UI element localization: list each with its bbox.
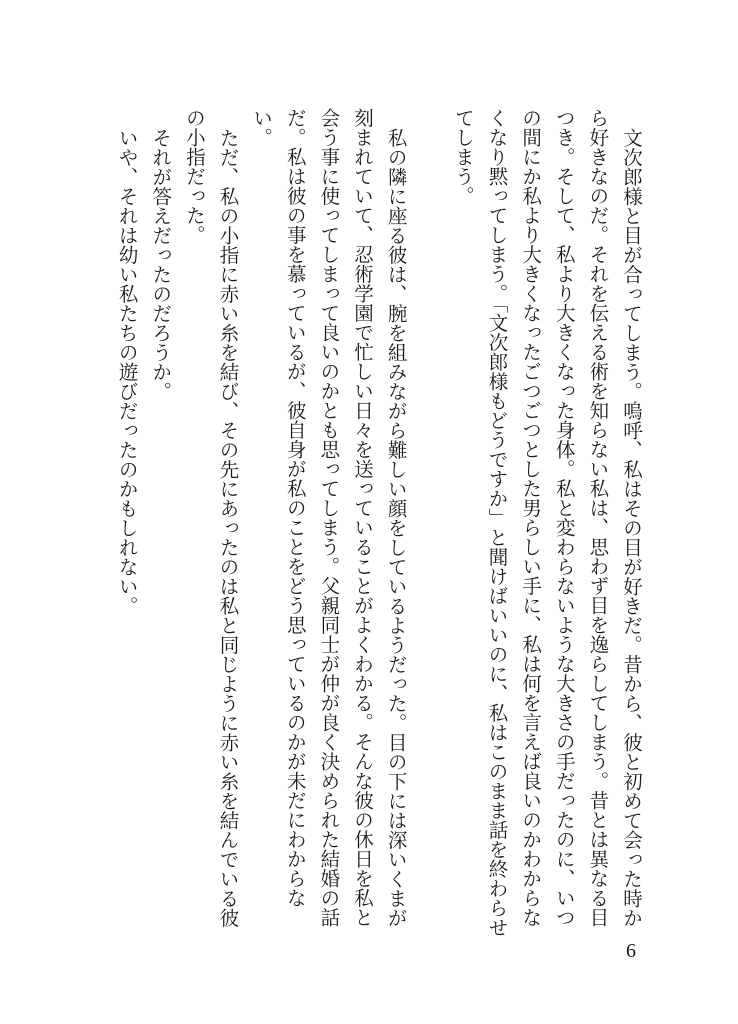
paragraph-2: 私の隣に座る彼は、腕を組みながら難しい顔をしているようだった。目の下には深いくまが刻まれていて、忍術学園で忙しい日々を送っていることがよくわかる。そんな彼の休日を私と会う事に使ってしまって良いのかとも思ってしまう。父親同士が仲が良く決められた結婚の話だ。私は彼の事を慕っているが、彼自身が私のことをどう思っているのかが未だにわからない。: [250, 108, 408, 927]
paragraph-4: それが答えだったのだろうか。: [149, 127, 173, 401]
paragraph-3: ただ、私の小指に赤い糸を結び、その先にあったのは私と同じように赤い糸を結んでいる彼の小指だった。: [182, 108, 240, 927]
vertical-text-body: [110, 108, 648, 938]
page-number: 6: [626, 940, 636, 962]
paragraph-5: いや、それは幼い私たちの遊びだったのかもしれない。: [115, 127, 139, 615]
paragraph-1: 文次郎様と目が合ってしまう。嗚呼、私はその目が好きだ。昔から、彼と初めて会った時から好きなのだ。それを伝える術を知らない私は、思わず目を逸らしてしまう。昔とは異なる目つき。そして、私より大きくなった身体。私と変わらないような大きさの手だったのに、いつの間にか私より大きくなったごつごつとした男らしい手に、私は何を言えば良いのかわからなくなり黙ってしまう。「文次郎様もどうですか」と聞けばいいのに、私はこのまま話を終わらせてしまう。: [451, 108, 643, 937]
